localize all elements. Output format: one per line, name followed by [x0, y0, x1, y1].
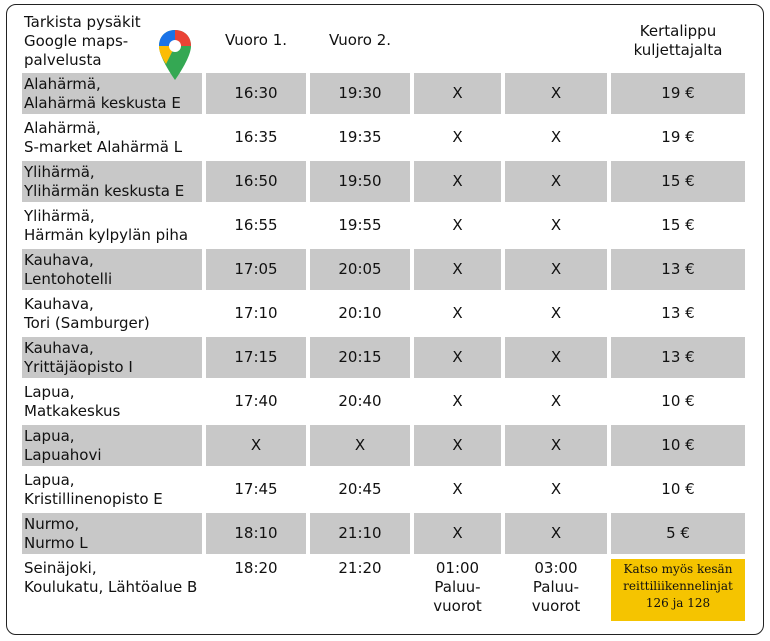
- shift1-time: 16:55: [234, 216, 278, 234]
- table-row: [22, 249, 745, 290]
- shift2-time: 20:40: [338, 392, 382, 410]
- stop-column-header: Tarkista pysäkit Google maps- palvelusta: [24, 13, 141, 69]
- return2-mark: X: [550, 216, 562, 234]
- table-row: [22, 513, 745, 554]
- table-row: [22, 469, 745, 510]
- fare-cell: 15 €: [611, 161, 745, 202]
- stop-name: Alahärmä keskusta E: [24, 93, 181, 112]
- header-row: [22, 11, 745, 70]
- return1-mark: X: [452, 128, 463, 146]
- shift1-time: 17:40: [234, 392, 278, 410]
- shift1-time: 17:05: [206, 249, 306, 290]
- fare-cell: 13 €: [661, 304, 695, 322]
- table-row: [22, 117, 745, 158]
- stop-name: S-market Alahärmä L: [24, 137, 183, 156]
- return1-mark: X: [414, 161, 501, 202]
- return1-departure: 01:00 Paluu- vuorot: [433, 559, 482, 615]
- fare-cell: 10 €: [611, 425, 745, 466]
- return1-mark: X: [452, 392, 463, 410]
- stop-town: Lapua,: [24, 382, 75, 401]
- table-row-final-stop: [22, 557, 745, 625]
- stop-name: Ylihärmän keskusta E: [24, 181, 185, 200]
- stop-name-cell: [22, 205, 202, 246]
- return1-mark: X: [452, 216, 463, 234]
- shift2-header: Vuoro 2.: [328, 31, 392, 49]
- fare-cell: 13 €: [611, 249, 745, 290]
- fare-cell: 15 €: [661, 216, 695, 234]
- stop-name-cell: [22, 249, 202, 290]
- table-row: [22, 425, 745, 466]
- fare-header: Kertalippu kuljettajalta: [633, 22, 723, 59]
- table-row: [22, 205, 745, 246]
- table-row: [22, 293, 745, 334]
- fare-cell: 13 €: [611, 337, 745, 378]
- stop-name: Lentohotelli: [24, 269, 113, 288]
- stop-name-cell: [22, 381, 202, 422]
- table-row: [22, 337, 745, 378]
- fare-cell: 19 €: [611, 73, 745, 114]
- stop-town: Kauhava,: [24, 338, 94, 357]
- return2-mark: X: [505, 161, 607, 202]
- stop-town: Ylihärmä,: [24, 162, 95, 181]
- stop-name-cell: [22, 293, 202, 334]
- stop-town: Alahärmä,: [24, 118, 101, 137]
- return2-mark: X: [505, 249, 607, 290]
- shift1-header: Vuoro 1.: [224, 31, 288, 49]
- shift1-time: 17:10: [234, 304, 278, 322]
- return2-mark: X: [550, 392, 562, 410]
- shift2-time: 19:30: [310, 73, 410, 114]
- stop-name-cell: [22, 469, 202, 510]
- shift1-time: 17:45: [234, 480, 278, 498]
- stop-town: Nurmo,: [24, 514, 80, 533]
- stop-name-cell: [22, 513, 202, 554]
- return2-mark: X: [550, 480, 562, 498]
- shift1-time: 17:15: [206, 337, 306, 378]
- shift1-time: 16:35: [234, 128, 278, 146]
- fare-note-cell: [611, 557, 745, 625]
- stop-town: Alahärmä,: [24, 74, 101, 93]
- stop-town: Lapua,: [24, 470, 75, 489]
- shift1-time: 16:30: [206, 73, 306, 114]
- stop-name-cell: [22, 425, 202, 466]
- return1-mark: X: [414, 249, 501, 290]
- return2-mark: X: [505, 337, 607, 378]
- shift2-time: 20:45: [338, 480, 382, 498]
- fare-cell: 10 €: [661, 480, 695, 498]
- table-row: [22, 381, 745, 422]
- return2-mark: X: [505, 73, 607, 114]
- return1-mark: X: [414, 73, 501, 114]
- shift2-time: 19:35: [338, 128, 382, 146]
- return1-mark: X: [452, 304, 463, 322]
- stop-name: Lapuahovi: [24, 445, 102, 464]
- timetable: [18, 8, 749, 628]
- return2-mark: X: [550, 128, 562, 146]
- shift1-time: 18:10: [206, 513, 306, 554]
- shift2-time: 20:05: [310, 249, 410, 290]
- stop-name: Matkakeskus: [24, 401, 121, 420]
- stop-name: Koulukatu, Lähtöalue B: [24, 578, 198, 596]
- stop-name: Tori (Samburger): [24, 313, 150, 332]
- stop-town: Kauhava,: [24, 294, 94, 313]
- return1-mark: X: [414, 513, 501, 554]
- stop-town: Lapua,: [24, 426, 75, 445]
- summer-routes-note: Katso myös kesän reittiliikennelinjat 126 ja 128: [611, 559, 745, 621]
- stop-name: Härmän kylpylän piha: [24, 225, 189, 244]
- shift2-time: 20:15: [310, 337, 410, 378]
- stop-name-cell: [22, 161, 202, 202]
- shift1-time: 18:20: [234, 559, 278, 577]
- fare-cell: 10 €: [661, 392, 695, 410]
- return1-header: [414, 11, 501, 70]
- stop-town: Ylihärmä,: [24, 206, 95, 225]
- shift2-time: X: [310, 425, 410, 466]
- stop-name: Yrittäjäopisto I: [24, 357, 133, 376]
- stop-town: Seinäjoki,: [24, 559, 97, 577]
- stop-name: Nurmo L: [24, 533, 88, 552]
- return2-header: [505, 11, 607, 70]
- stop-name-cell: [22, 117, 202, 158]
- return2-mark: X: [505, 513, 607, 554]
- shift2-time: 20:10: [338, 304, 382, 322]
- return1-mark: X: [414, 425, 501, 466]
- return1-mark: X: [414, 337, 501, 378]
- table-row: [22, 161, 745, 202]
- shift2-time: 19:55: [338, 216, 382, 234]
- shift2-time: 21:10: [310, 513, 410, 554]
- stop-name-cell: [22, 337, 202, 378]
- return2-mark: X: [505, 425, 607, 466]
- table-row: [22, 73, 745, 114]
- shift2-time: 21:20: [338, 559, 382, 577]
- stop-town: Kauhava,: [24, 250, 94, 269]
- shift1-time: 16:50: [206, 161, 306, 202]
- stop-name-cell: [22, 557, 202, 625]
- google-maps-pin-icon: [157, 28, 193, 82]
- return2-departure: 03:00 Paluu- vuorot: [531, 559, 581, 615]
- return2-mark: X: [550, 304, 562, 322]
- fare-cell: 19 €: [661, 128, 695, 146]
- shift2-time: 19:50: [310, 161, 410, 202]
- stop-name: Kristillinenopisto E: [24, 489, 163, 508]
- return1-mark: X: [452, 480, 463, 498]
- shift1-time: X: [206, 425, 306, 466]
- fare-cell: 5 €: [611, 513, 745, 554]
